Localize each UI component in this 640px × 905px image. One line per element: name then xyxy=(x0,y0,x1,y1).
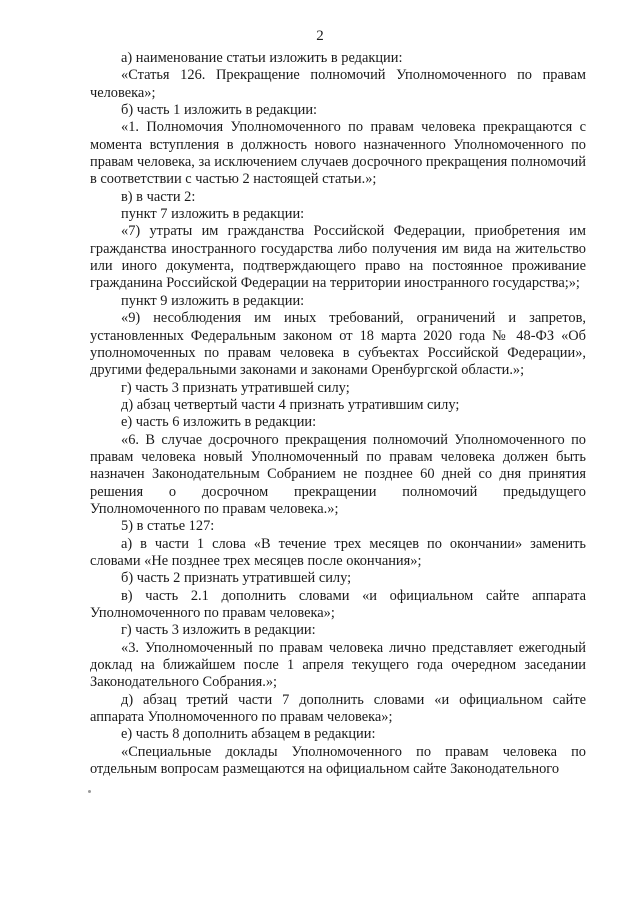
paragraph-3: б) часть 1 изложить в редакции: xyxy=(121,102,318,119)
paragraph-7: «7) утраты им гражданства Российской Федерации, приобретения им гражданства иностранного государства либо получения им вида на жительство или иного документа, подтверждающего право на постоянное проживание гражданина Российской Федерации на территории иностранного государства;»; xyxy=(90,223,586,292)
paragraph-12: е) часть 6 изложить в редакции: xyxy=(121,414,317,431)
paragraph-15: а) в части 1 слова «В течение трех месяцев по окончании» заменить словами «Не позднее трех месяцев после окончания»; xyxy=(90,535,586,569)
page-number: 2 xyxy=(316,28,324,44)
paragraph-1: а) наименование статьи изложить в редакции: xyxy=(121,50,403,66)
paragraph-22: «Специальные доклады Уполномоченного по правам человека по отдельным вопросам размещаются на официальном сайте Законодательного xyxy=(90,743,586,778)
paragraph-2: «Статья 126. Прекращение полномочий Уполномоченного по правам человека»; xyxy=(90,67,586,101)
paragraph-18: г) часть 3 изложить в редакции: xyxy=(121,622,316,639)
paragraph-11: д) абзац четвертый части 4 признать утратившим силу; xyxy=(121,396,460,413)
paragraph-5: в) в части 2: xyxy=(121,188,196,205)
paragraph-13: «6. В случае досрочного прекращения полномочий Уполномоченного по правам человека новый Уполномоченный по правам человека должен быть назначен Законодательным Собранием не позднее 60 дней со дня принятия решения о досрочном прекращении полномочий предыдущего Уполномоченного по правам человека.»; xyxy=(90,431,586,517)
paragraph-8: пункт 9 изложить в редакции: xyxy=(121,292,305,309)
paragraph-4: «1. Полномочия Уполномоченного по правам человека прекращаются с момента вступления в должность нового назначенного Уполномоченного по правам человека, за исключением случаев досрочного прекращения полномочий в соответствии с частью 2 настоящей статьи.»; xyxy=(90,119,586,188)
paragraph-20: д) абзац третий части 7 дополнить словами «и официальном сайте аппарата Уполномоченного по правам человека»; xyxy=(90,691,586,726)
paragraph-6: пункт 7 изложить в редакции: xyxy=(121,206,305,223)
paragraph-14: 5) в статье 127: xyxy=(121,518,215,535)
paragraph-19: «3. Уполномоченный по правам человека лично представляет ежегодный доклад на ближайшем после 1 апреля текущего года очередном заседании Законодательного Собрания.»; xyxy=(90,639,586,691)
document-body xyxy=(90,50,586,778)
paragraph-17: в) часть 2.1 дополнить словами «и официальном сайте аппарата Уполномоченного по правам человека»; xyxy=(90,587,586,621)
paragraph-21: е) часть 8 дополнить абзацем в редакции: xyxy=(121,726,376,743)
paragraph-9: «9) несоблюдения им иных требований, ограничений и запретов, установленных Федеральным законом от 18 марта 2020 года № 48-ФЗ «Об уполномоченных по правам человека в субъектах Российской Федерации», другими федеральными законами и законами Оренбургской области.»; xyxy=(90,310,586,379)
paragraph-10: г) часть 3 признать утратившей силу; xyxy=(121,379,350,396)
paragraph-16: б) часть 2 признать утратившей силу; xyxy=(121,570,352,587)
scan-speck xyxy=(88,790,91,793)
